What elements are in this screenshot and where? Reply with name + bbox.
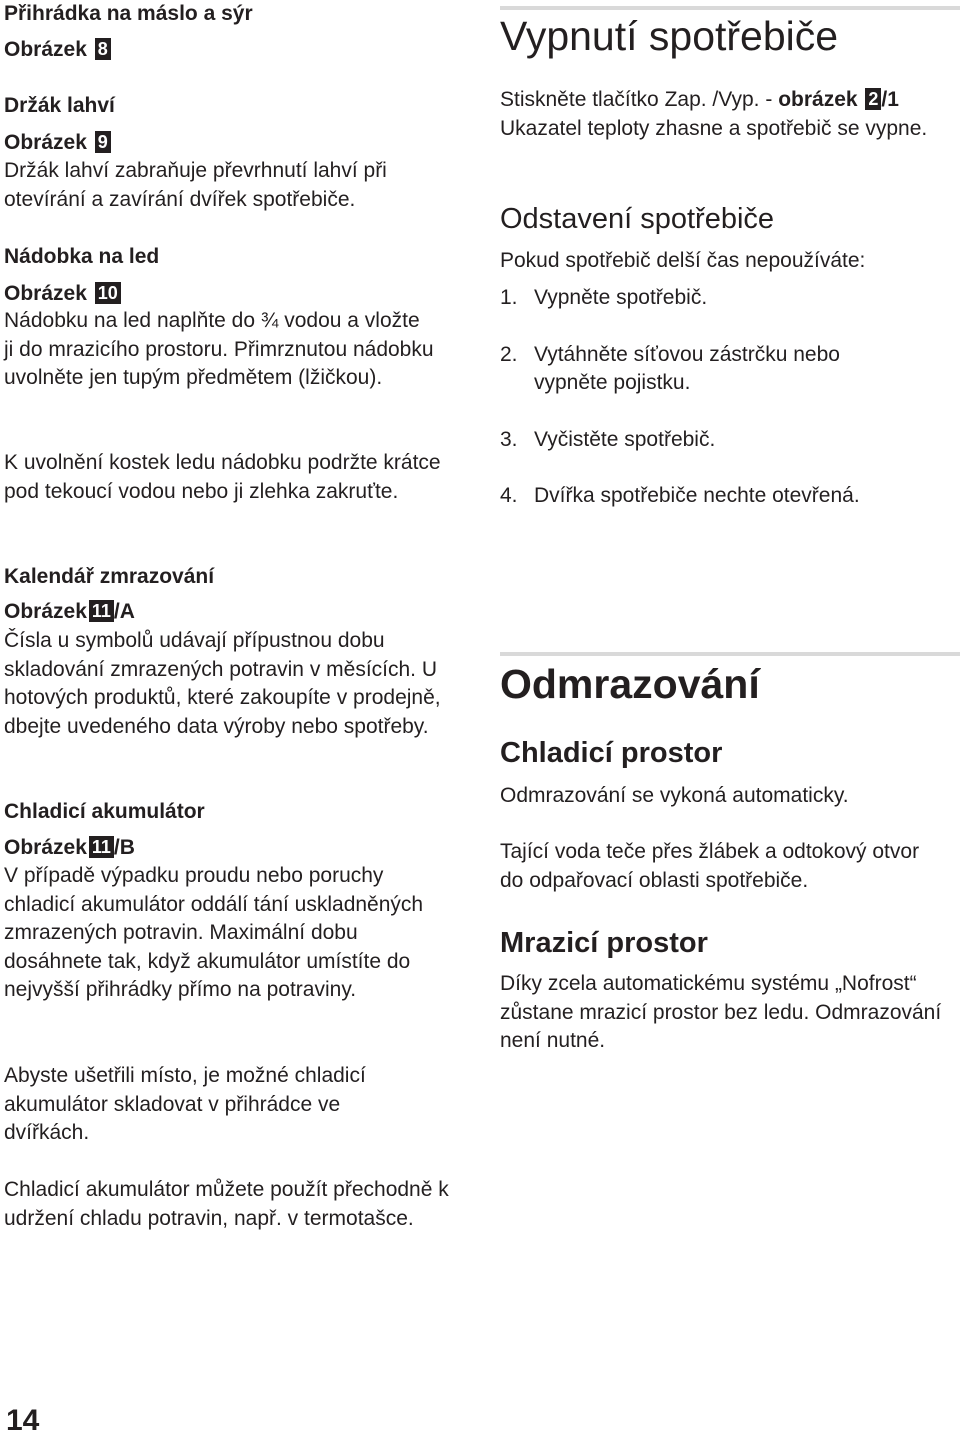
bottle-title: Držák lahví [4,94,115,117]
butter-title: Přihrádka na máslo a sýr [4,2,253,25]
step-number: 2. [500,342,518,366]
freezer-text: Díky zcela automatickému systému „Nofrost“ zůstane mrazicí prostor bez ledu. Odmrazování není nutné. [500,972,942,1052]
defrost-title: Odmrazování [500,661,760,707]
cooling-text-1: Odmrazování se vykoná automaticky. [500,784,849,807]
figure-suffix: /B [113,836,135,859]
cooling-text-2: Tající voda teče přes žlábek a odtokový otvor do odpařovací oblasti spotřebiče. [500,840,920,892]
step-number: 1. [500,286,518,309]
figure-number-badge: 11 [89,836,114,858]
switch-off-instruction: Stiskněte tlačítko Zap. /Vyp. - [500,88,773,111]
figure-number-badge: 2 [865,88,881,110]
cooling-title: Chladicí prostor [500,737,723,769]
calendar-title: Kalendář zmrazování [4,565,215,588]
step-number: 3. [500,427,518,451]
figure-label: Obrázek [4,836,87,859]
figure-label: Obrázek [4,38,87,61]
switch-off-result: Ukazatel teploty zhasne a spotřebič se vypne. [500,116,928,140]
step-text: Vytáhněte síťovou zástrčku nebo vypněte pojistku. [534,342,840,394]
freezer-title: Mrazicí prostor [500,927,708,959]
accumulator-text-3: Chladicí akumulátor můžete použít přechodně k udržení chladu potravin, např. v termotašce. [4,1178,449,1230]
butter-figure-ref [4,36,111,64]
section-rule [500,6,960,10]
figure-label: obrázek [778,88,858,111]
figure-label: Obrázek [4,282,87,305]
step-text: Vyčistěte spotřebič. [534,427,716,451]
ice-text-2: K uvolnění kostek ledu nádobku podržte krátce pod tekoucí vodou nebo ji zlehka zakruťte. [4,451,441,503]
shutdown-intro: Pokud spotřebič delší čas nepoužíváte: [500,249,866,272]
shutdown-title: Odstavení spotřebiče [500,203,775,235]
figure-number-badge: 10 [95,282,121,304]
page-number: 14 [6,1404,40,1437]
ice-figure-ref [4,280,121,308]
figure-suffix: /1 [881,88,899,111]
accumulator-title: Chladicí akumulátor [4,800,205,823]
figure-label: Obrázek [4,600,87,623]
accumulator-text-2: Abyste ušetřili místo, je možné chladicí akumulátor skladovat v přihrádce ve dvířkách. [4,1064,366,1144]
figure-number-badge: 8 [95,38,111,60]
step-text: Dvířka spotřebiče nechte otevřená. [534,484,860,507]
figure-number-badge: 11 [89,600,114,622]
switch-off-text [500,86,960,143]
step-number: 4. [500,484,518,507]
calendar-figure-ref [4,598,135,626]
step-item [500,482,960,511]
calendar-text: Čísla u symbolů udávají přípustnou dobu skladování zmrazených potravin v měsících. U hotových produktů, které zakoupíte v prodejně, dbejte uvedeného data výroby nebo spotřeby. [4,629,441,738]
bottle-figure-ref [4,129,111,157]
ice-title: Nádobka na led [4,245,160,268]
switch-off-title: Vypnutí spotřebiče [500,13,839,59]
step-text: Vypněte spotřebič. [534,286,708,309]
shutdown-steps [500,284,960,511]
ice-text-1: Nádobku na led naplňte do ¾ vodou a vložte ji do mrazicího prostoru. Přimrznutou nádobku uvolněte jen tupým předmětem (lžičkou). [4,309,434,389]
step-item [500,284,960,313]
step-item [500,341,960,398]
figure-number-badge: 9 [95,131,111,153]
step-item [500,426,960,455]
figure-label: Obrázek [4,131,87,154]
figure-suffix: /A [113,600,135,623]
section-rule [500,652,960,656]
bottle-text: Držák lahví zabraňuje převrhnutí lahví při otevírání a zavírání dvířek spotřebiče. [4,159,387,211]
accumulator-figure-ref [4,834,135,862]
accumulator-text-1: V případě výpadku proudu nebo poruchy chladicí akumulátor oddálí tání uskladněných zmrazených potravin. Maximální dobu dosáhnete tak, když akumulátor umístíte do nejvyšší přihrádky přímo na potraviny. [4,864,424,1001]
